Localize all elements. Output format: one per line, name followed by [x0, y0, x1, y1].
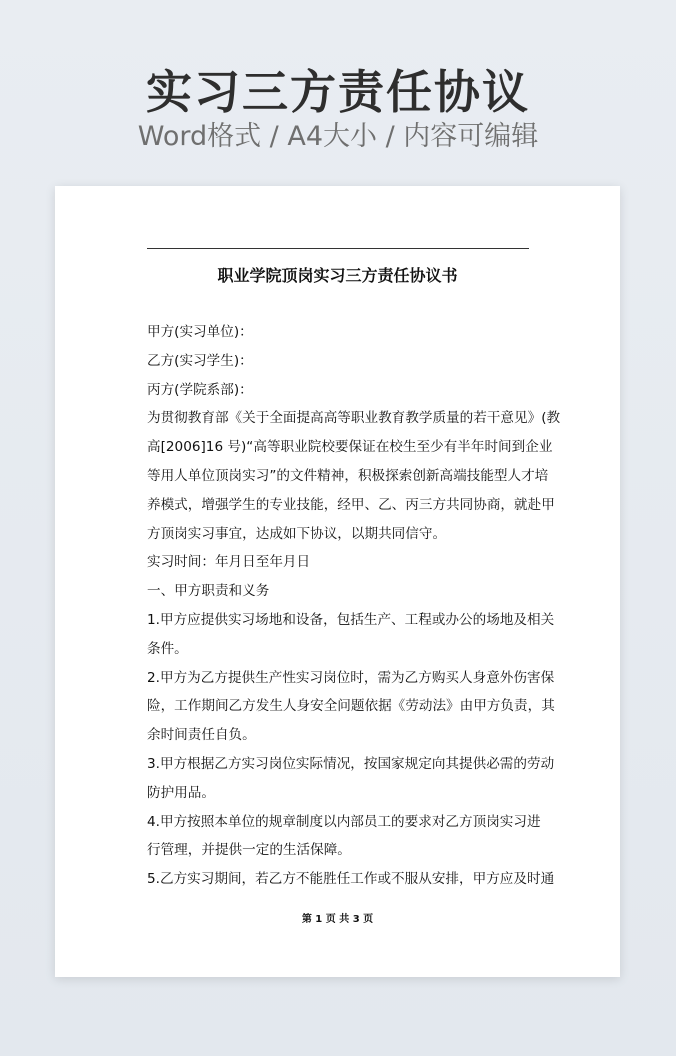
text-line: 2.甲方为乙方提供生产性实习岗位时，需为乙方购买人身意外伤害保: [147, 669, 555, 686]
page-number-footer: 第 1 页 共 3 页: [301, 914, 374, 925]
text-line: 行管理，并提供一定的生活保障。: [147, 842, 351, 859]
text-line: 余时间责任自负。: [147, 727, 256, 744]
text-line: 方顶岗实习事宜，达成如下协议，以期共同信守。: [147, 525, 447, 542]
banner-subtitle: Word格式 / A4大小 / 内容可编辑: [137, 121, 539, 152]
text-line: 一、甲方职责和义务: [147, 583, 270, 600]
text-line: 丙方(学院系部)：: [147, 381, 253, 398]
text-line: 为贯彻教育部《关于全面提高高等职业教育教学质量的若干意见》(教: [147, 410, 561, 427]
text-line: 等用人单位顶岗实习”的文件精神，积极探索创新高端技能型人才培: [147, 467, 549, 484]
header-rule: [147, 248, 529, 249]
document-title: 职业学院顶岗实习三方责任协议书: [217, 266, 458, 285]
text-line: 甲方(实习单位)：: [147, 324, 253, 340]
text-line: 险，工作期间乙方发生人身安全问题依据《劳动法》由甲方负责，其: [147, 698, 555, 715]
document-page: [55, 186, 620, 977]
banner-title: 实习三方责任协议: [146, 65, 530, 119]
text-line: 高[2006]16 号)“高等职业院校要保证在校生至少有半年时间到企业: [147, 439, 553, 456]
document-body: [147, 318, 561, 894]
text-line: 3.甲方根据乙方实习岗位实际情况，按国家规定向其提供必需的劳动: [147, 755, 555, 772]
text-line: 5.乙方实习期间，若乙方不能胜任工作或不服从安排，甲方应及时通: [147, 871, 555, 888]
text-line: 条件。: [147, 640, 188, 657]
text-line: 实习时间：年月日至年月日: [147, 554, 311, 571]
text-line: 1.甲方应提供实习场地和设备，包括生产、工程或办公的场地及相关: [147, 611, 555, 628]
text-line: 乙方(实习学生)：: [147, 352, 253, 369]
text-line: 防护用品。: [147, 784, 215, 801]
text-line: 养模式，增强学生的专业技能，经甲、乙、丙三方共同协商，就赴甲: [147, 496, 555, 513]
text-line: 4.甲方按照本单位的规章制度以内部员工的要求对乙方顶岗实习进: [147, 813, 541, 830]
